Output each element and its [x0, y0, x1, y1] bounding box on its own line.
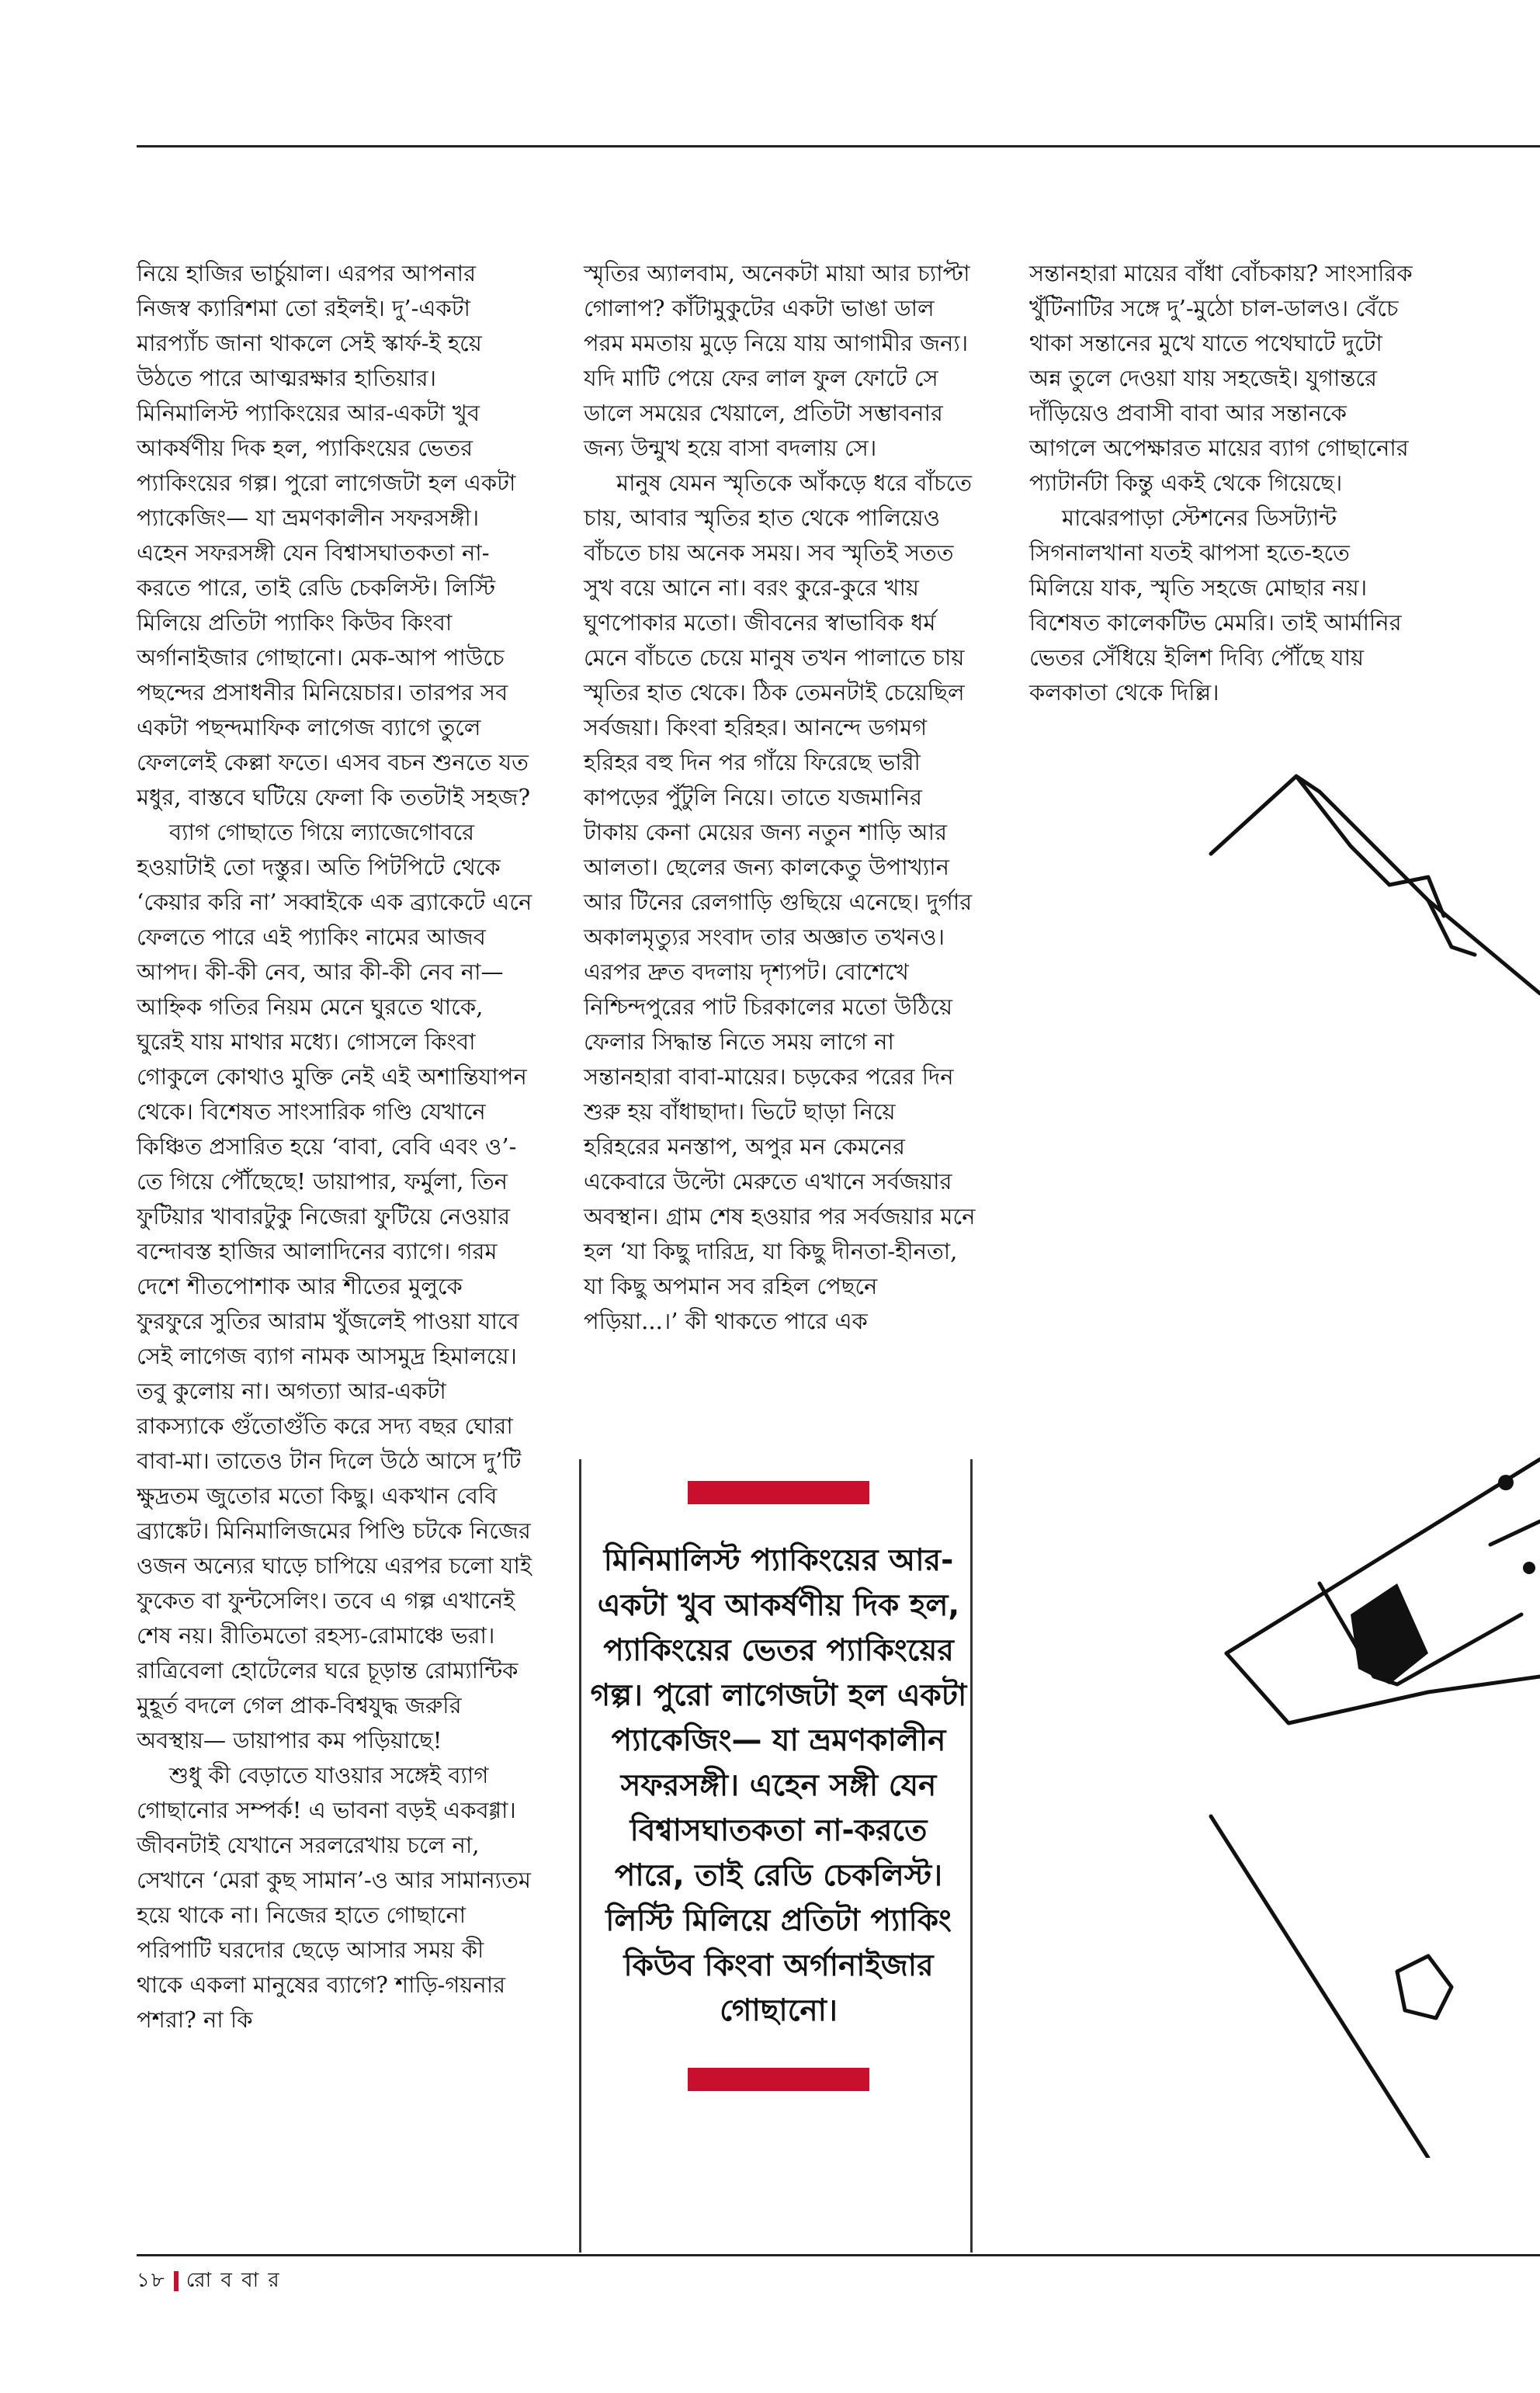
- column2-paragraph-2: মানুষ যেমন স্মৃতিকে আঁকড়ে ধরে বাঁচতে চায়, আবার স্মৃতির হাত থেকে পালিয়েও বাঁচতে চায় অনেক সময়। সব স্মৃতিই সতত সুখ বয়ে আনে না। বরং কুরে-কুরে খায় ঘুণপোকার মতো। জীবনের স্বাভাবিক ধর্ম মেনে বাঁচতে চেয়ে মানুষ তখন পালাতে চায় স্মৃতির হাত থেকে। ঠিক তেমনটাই চেয়েছিল সর্বজয়া। কিংবা হরিহর। আনন্দে ডগমগ হরিহর বহু দিন পর গাঁয়ে ফিরেছে ভারী কাপড়ের পুঁটুলি নিয়ে। তাতে যজমানির টাকায় কেনা মেয়ের জন্য নতুন শাড়ি আর আলতা। ছেলের জন্য কালকেতু উপাখ্যান আর টিনের রেলগাড়ি গুছিয়ে এনেছে। দুর্গার অকালমৃত্যুর সংবাদ তার অজ্ঞাত তখনও। এরপর দ্রুত বদলায় দৃশ্যপট। বোশেখে নিশ্চিন্দপুরের পাট চিরকালের মতো উঠিয়ে ফেলার সিদ্ধান্ত নিতে সময় লাগে না সন্তানহারা বাবা-মায়ের। চড়কের পরের দিন শুরু হয় বাঁধাছাদা। ভিটে ছাড়া নিয়ে হরিহরের মনস্তাপ, অপুর মন কেমনের একেবারে উল্টো মেরুতে এখানে সর্বজয়ার অবস্থান। গ্রাম শেষ হওয়ার পর সর্বজয়ার মনে হল ‘যা কিছু দারিদ্র, যা কিছু দীনতা-হীনতা, যা কিছু অপমান সব রহিল পেছনে পড়িয়া...।’ কী থাকতে পারে এক: [584, 470, 976, 1334]
- column2-paragraph-1: স্মৃতির অ্যালবাম, অনেকটা মায়া আর চ্যাপ্টা গোলাপ? কাঁটামুকুটের একটা ভাঙা ডাল পরম মমতায় মুড়ে নিয়ে যায় আগামীর জন্য। যদি মাটি পেয়ে ফের লাল ফুল ফোটে সে ডালে সময়ের খেয়ালে, প্রতিটা সম্ভাবনার জন্য উন্মুখ হয়ে বাসা বদলায় সে।: [584, 260, 970, 461]
- pull-quote-bottom-bar: [688, 2068, 869, 2091]
- column3-paragraph-1: সন্তানহারা মায়ের বাঁধা বোঁচকায়? সাংসারিক খুঁটিনাটির সঙ্গে দু’-মুঠো চাল-ডালও। বেঁচে থাকা সন্তানের মুখে যাতে পথেঘাটে দুটো অন্ন তুলে দেওয়া যায় সহজেই। যুগান্তরে দাঁড়িয়েও প্রবাসী বাবা আর সন্তানকে আগলে অপেক্ষারত মায়ের ব্যাগ গোছানোর প্যাটার্নটা কিন্তু একই থেকে গিয়েছে।: [1029, 260, 1413, 496]
- pull-quote-right-rule: [970, 1459, 973, 2253]
- column1-paragraph-1: নিয়ে হাজির ভার্চুয়াল। এরপর আপনার নিজস্ব ক্যারিশমা তো রইলই। দু’-একটা মারপ্যাঁচ জানা থাকলে সেই স্কার্ফ-ই হয়ে উঠতে পারে আত্মরক্ষার হাতিয়ার। মিনিমালিস্ট প্যাকিংয়ের আর-একটা খুব আকর্ষণীয় দিক হল, প্যাকিংয়ের ভেতর প্যাকিংয়ের গল্প। পুরো লাগেজটা হল একটা প্যাকেজিং— যা ভ্রমণকালীন সফরসঙ্গী। এহেন সফরসঙ্গী যেন বিশ্বাসঘাতকতা না-করতে পারে, তাই রেডি চেকলিস্ট। লিস্টি মিলিয়ে প্রতিটা প্যাকিং কিউব কিংবা অর্গানাইজার গোছানো। মেক-আপ পাউচে পছন্দের প্রসাধনীর মিনিয়েচার। তারপর সব একটা পছন্দমাফিক লাগেজ ব্যাগে তুলে ফেললেই কেল্লা ফতে। এসব বচন শুনতে যত মধুর, বাস্তবে ঘটিয়ে ফেলা কি ততটাই সহজ?: [137, 260, 531, 810]
- magazine-name: রো ব বা র: [186, 2269, 281, 2292]
- page-number: ১৮: [137, 2269, 166, 2292]
- article-column-3: [1029, 256, 1417, 710]
- column3-paragraph-2: মাঝেরপাড়া স্টেশনের ডিসট্যান্ট সিগনালখানা যতই ঝাপসা হতে-হতে মিলিয়ে যাক, স্মৃতি সহজে মোছার নয়। বিশেষত কালেকটিভ মেমরি। তাই আর্মানির ভেতর সেঁধিয়ে ইলিশ দিব্যি পৌঁছে যায় কলকাতা থেকে দিল্লি।: [1029, 505, 1402, 706]
- page-footer: [137, 2265, 281, 2296]
- column1-paragraph-3: শুধু কী বেড়াতে যাওয়ার সঙ্গেই ব্যাগ গোছানোর সম্পর্ক! এ ভাবনা বড়ই একবগ্গা। জীবনটাই যেখানে সরলরেখায় চলে না, সেখানে ‘মেরা কুছ সামান’-ও আর সামান্যতম হয়ে থাকে না। নিজের হাতে গোছানো পরিপাটি ঘরদোর ছেড়ে আসার সময় কী থাকে একলা মানুষের ব্যাগে? শাড়ি-গয়নার পশরা? না কি: [137, 1762, 531, 2033]
- top-rule: [137, 145, 1540, 147]
- pull-quote-text: মিনিমালিস্ট প্যাকিংয়ের আর-একটা খুব আকর্ষণীয় দিক হল, প্যাকিংয়ের ভেতর প্যাকিংয়ের গল্প। পুরো লাগেজটা হল একটা প্যাকেজিং— যা ভ্রমণকালীন সফরসঙ্গী। এহেন সঙ্গী যেন বিশ্বাসঘাতকতা না-করতে পারে, তাই রেডি চেকলিস্ট। লিস্টি মিলিয়ে প্রতিটা প্যাকিং কিউব কিংবা অর্গানাইজার গোছানো।: [590, 1543, 967, 2028]
- bottom-rule: [137, 2254, 1540, 2256]
- article-column-2: [584, 256, 978, 1339]
- line-drawing-illustration: [1195, 761, 1540, 2158]
- footer-separator: [174, 2271, 179, 2291]
- pull-quote: [590, 1459, 967, 2091]
- column1-paragraph-2: ব্যাগ গোছাতে গিয়ে ল্যাজেগোবরে হওয়াটাই তো দস্তুর। অতি পিটপিটে থেকে ‘কেয়ার করি না’ সব্বাইকে এক ব্র্যাকেটে এনে ফেলতে পারে এই প্যাকিং নামের আজব আপদ। কী-কী নেব, আর কী-কী নেব না— আহ্নিক গতির নিয়ম মেনে ঘুরতে থাকে, ঘুরেই যায় মাথার মধ্যে। গোসলে কিংবা গোকুলে কোথাও মুক্তি নেই এই অশান্তিযাপন থেকে। বিশেষত সাংসারিক গণ্ডি যেখানে কিঞ্চিত প্রসারিত হয়ে ‘বাবা, বেবি এবং ও’-তে গিয়ে পৌঁছেছে! ডায়াপার, ফর্মুলা, তিন ফুটিয়ার খাবারটুকু নিজেরা ফুটিয়ে নেওয়ার বন্দোবস্ত হাজির আলাদিনের ব্যাগে। গরম দেশে শীতপোশাক আর শীতের মুলুকে ফুরফুরে সুতির আরাম খুঁজলেই পাওয়া যাবে সেই লাগেজ ব্যাগ নামক আসমুদ্র হিমালয়ে। তবু কুলোয় না। অগত্যা আর-একটা রাকস্যাকে গুঁতোগুঁতি করে সদ্য বছর ঘোরা বাবা-মা। তাতেও টান দিলে উঠে আসে দু’টি ক্ষুদ্রতম জুতোর মতো কিছু। একখান বেবি ব্র্যাঙ্কেট। মিনিমালিজমের পিণ্ডি চটকে নিজের ওজন অন্যের ঘাড়ে চাপিয়ে এরপর চলো যাই ফুকেত বা ফুন্টসেলিং। তবে এ গল্প এখানেই শেষ নয়। রীতিমতো রহস্য-রোমাঞ্চে ভরা। রাত্রিবেলা হোটেলের ঘরে চূড়ান্ত রোম্যান্টিক মুহূর্ত বদলে গেল প্রাক-বিশ্বযুদ্ধ জরুরি অবস্থায়— ডায়াপার কম পড়িয়াছে!: [137, 819, 532, 1753]
- article-column-1: [137, 256, 532, 2038]
- pull-quote-left-rule: [579, 1459, 581, 2253]
- pull-quote-top-bar: [688, 1481, 869, 1504]
